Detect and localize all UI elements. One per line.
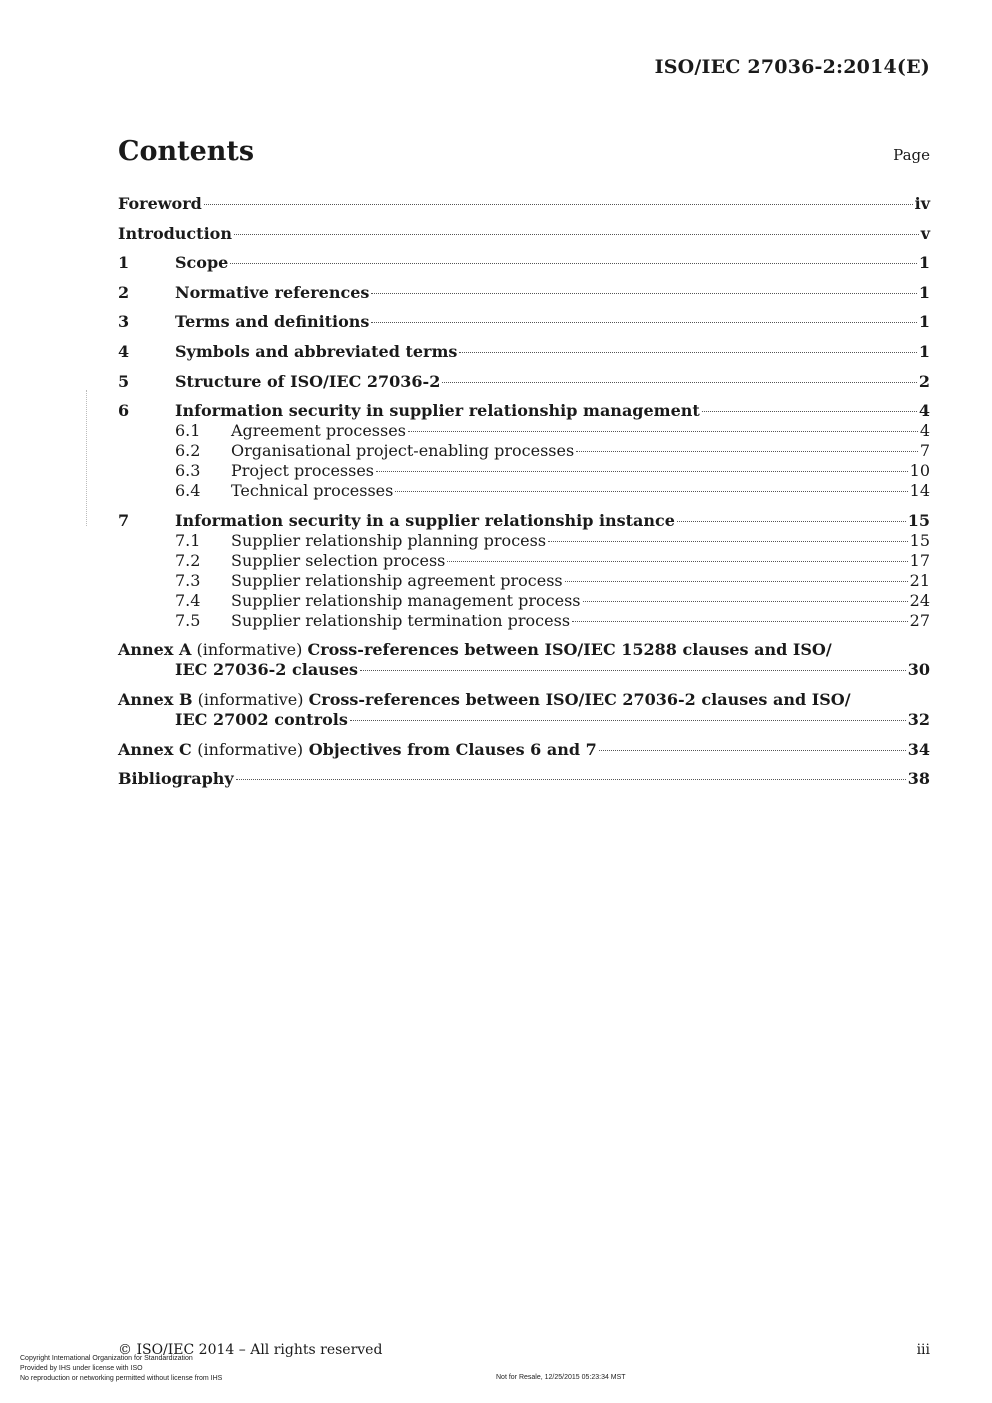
toc-title: Terms and definitions — [175, 312, 370, 332]
toc-page: 21 — [909, 570, 930, 590]
toc-page: 38 — [907, 769, 930, 789]
toc-entry-introduction[interactable] — [118, 224, 930, 244]
toc-title: Supplier relationship termination process — [231, 610, 571, 630]
annex-title-cont: IEC 27036-2 clauses — [175, 660, 359, 680]
toc-title: Supplier relationship planning process — [231, 530, 547, 550]
toc-page: 10 — [909, 461, 930, 481]
toc-number: 6.2 — [175, 441, 201, 461]
toc-number: 6 — [118, 401, 130, 421]
toc-number: 1 — [118, 253, 130, 273]
toc-title: Information security in a supplier relationship instance — [175, 510, 675, 530]
toc-entry-clause-2[interactable] — [118, 283, 930, 303]
leader-dots — [371, 293, 916, 294]
toc-title: Symbols and abbreviated terms — [175, 341, 458, 361]
toc-page: iv — [914, 194, 930, 213]
document-id: ISO/IEC 27036-2:2014(E) — [654, 56, 930, 78]
toc-number: 6.1 — [175, 421, 201, 441]
toc-subentry-6-2[interactable] — [118, 441, 930, 461]
contents-title: Contents — [118, 136, 255, 167]
leader-dots — [576, 451, 918, 452]
resale-stamp: Not for Resale, 12/25/2015 05:23:34 MST — [496, 1374, 626, 1381]
toc-title: Agreement processes — [231, 421, 406, 441]
toc-page: 30 — [907, 660, 930, 680]
toc-entry-clause-1[interactable] — [118, 253, 930, 273]
toc-page: 4 — [919, 421, 930, 441]
toc-entry-annex-a-cont[interactable] — [118, 660, 930, 680]
toc-subentry-6-3[interactable] — [118, 461, 930, 481]
toc-number: 4 — [118, 341, 130, 361]
toc-title: Supplier relationship agreement process — [231, 570, 563, 590]
toc-title: Information security in supplier relationship management — [175, 401, 700, 421]
toc-entry-foreword[interactable] — [118, 194, 930, 214]
leader-dots — [360, 670, 906, 671]
leader-dots — [702, 411, 917, 412]
toc-page: 17 — [909, 550, 930, 570]
leader-dots — [204, 204, 913, 205]
toc-entry-clause-3[interactable] — [118, 312, 930, 332]
toc-page: 7 — [919, 441, 930, 461]
toc-page: 1 — [918, 341, 930, 361]
toc-page: 4 — [918, 401, 930, 421]
leader-dots — [442, 382, 917, 383]
toc-page: 32 — [907, 709, 930, 729]
toc-number: 7.2 — [175, 550, 201, 570]
annex-title: Cross-references between ISO/IEC 15288 clauses and ISO/ — [307, 640, 832, 660]
toc-title: Supplier selection process — [231, 550, 446, 570]
footer-page-number: iii — [916, 1342, 930, 1358]
leader-dots — [548, 541, 908, 542]
toc-page: 1 — [918, 253, 930, 273]
stamp-line: Provided by IHS under license with ISO — [20, 1365, 143, 1372]
toc-page: 1 — [918, 282, 930, 302]
leader-dots — [395, 491, 907, 492]
toc-page: 14 — [909, 481, 930, 501]
leader-dots — [371, 322, 916, 323]
toc-subentry-7-4[interactable] — [118, 591, 930, 611]
leader-dots — [572, 621, 908, 622]
toc-subentry-7-2[interactable] — [118, 551, 930, 571]
license-stamp — [20, 1354, 222, 1384]
toc-number: 6.4 — [175, 481, 201, 501]
footer-copyright: © ISO/IEC 2014 – All rights reserved — [118, 1342, 383, 1358]
leader-dots — [234, 234, 919, 235]
toc-entry-clause-6[interactable] — [118, 401, 930, 421]
table-of-contents — [118, 194, 930, 789]
leader-dots — [677, 521, 906, 522]
toc-number: 7 — [118, 510, 130, 530]
annex-kind: (informative) — [197, 689, 304, 709]
leader-dots — [447, 561, 907, 562]
toc-entry-clause-7[interactable] — [118, 511, 930, 531]
toc-subentry-7-1[interactable] — [118, 531, 930, 551]
annex-title-cont: IEC 27002 controls — [175, 709, 348, 729]
leader-dots — [376, 471, 908, 472]
leader-dots — [599, 750, 906, 751]
toc-entry-clause-5[interactable] — [118, 372, 930, 392]
toc-title: Supplier relationship management process — [231, 590, 581, 610]
leader-dots — [408, 431, 918, 432]
stamp-line: Copyright International Organization for Standardization — [20, 1355, 193, 1362]
toc-number: 3 — [118, 312, 130, 332]
toc-title: Bibliography — [118, 769, 234, 789]
toc-page: 15 — [909, 530, 930, 550]
toc-title: Scope — [175, 253, 229, 273]
leader-dots — [350, 720, 906, 721]
toc-subentry-6-4[interactable] — [118, 481, 930, 501]
annex-label: Annex A — [118, 640, 192, 660]
annex-label: Annex B — [118, 689, 193, 709]
toc-entry-bibliography[interactable] — [118, 769, 930, 789]
toc-entry-annex-a[interactable] — [118, 640, 930, 660]
toc-title: Technical processes — [231, 481, 394, 501]
leader-dots — [230, 263, 917, 264]
toc-title: Structure of ISO/IEC 27036-2 — [175, 371, 441, 391]
toc-entry-annex-b[interactable] — [118, 690, 930, 710]
annex-kind: (informative) — [197, 739, 304, 759]
toc-entry-annex-c[interactable] — [118, 740, 930, 760]
leader-dots — [236, 779, 906, 780]
toc-page: 2 — [918, 371, 930, 391]
toc-number: 7.1 — [175, 530, 201, 550]
toc-page: 24 — [909, 590, 930, 610]
toc-title: Normative references — [175, 282, 370, 302]
toc-subentry-6-1[interactable] — [118, 421, 930, 441]
toc-number: 7.5 — [175, 610, 201, 630]
leader-dots — [565, 581, 908, 582]
toc-number: 6.3 — [175, 461, 201, 481]
toc-entry-annex-b-cont[interactable] — [118, 710, 930, 730]
toc-page: 1 — [918, 312, 930, 332]
toc-title: Introduction — [118, 223, 232, 243]
toc-number: 5 — [118, 371, 130, 391]
stamp-line: No reproduction or networking permitted without license from IHS — [20, 1375, 223, 1382]
toc-number: 2 — [118, 282, 130, 302]
toc-title: Organisational project-enabling processes — [231, 441, 575, 461]
leader-dots — [583, 601, 908, 602]
toc-subentry-7-5[interactable] — [118, 611, 930, 631]
leader-dots — [459, 352, 916, 353]
annex-title: Cross-references between ISO/IEC 27036-2 clauses and ISO/ — [308, 689, 851, 709]
annex-title: Objectives from Clauses 6 and 7 — [308, 739, 597, 759]
toc-entry-clause-4[interactable] — [118, 342, 930, 362]
toc-title: Project processes — [231, 461, 375, 481]
toc-page: v — [920, 223, 930, 243]
page-column-label: Page — [893, 146, 930, 164]
toc-number: 7.4 — [175, 590, 201, 610]
toc-number: 7.3 — [175, 570, 201, 590]
toc-subentry-7-3[interactable] — [118, 571, 930, 591]
toc-page: 27 — [909, 610, 930, 630]
annex-label: Annex C — [118, 739, 192, 759]
toc-page: 34 — [907, 739, 930, 759]
toc-title: Foreword — [118, 194, 202, 213]
toc-page: 15 — [907, 510, 930, 530]
annex-kind: (informative) — [196, 640, 303, 660]
margin-mark — [86, 390, 93, 526]
